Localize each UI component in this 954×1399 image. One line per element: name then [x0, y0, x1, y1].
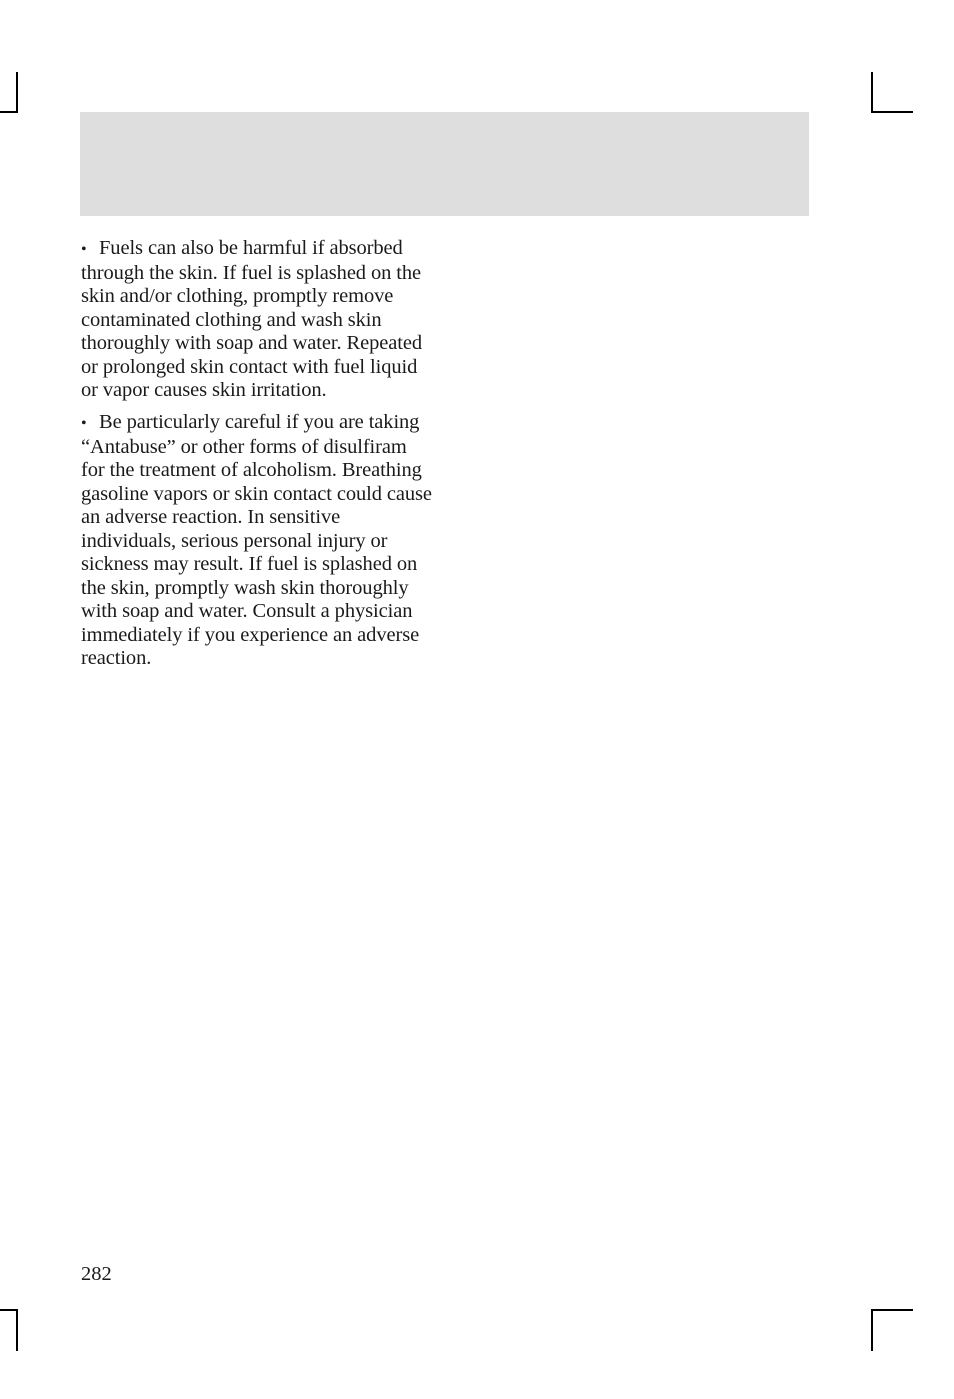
crop-mark-bottom-right-horizontal — [871, 1309, 913, 1311]
bullet-item-antabuse-warning — [81, 411, 433, 671]
bullet-item-skin-absorption — [81, 237, 433, 403]
crop-mark-bottom-left-vertical — [16, 1309, 18, 1351]
crop-mark-top-right-vertical — [871, 72, 873, 113]
bullet-mark: • — [81, 415, 87, 432]
page-number: 282 — [81, 1263, 112, 1285]
bullet-text: Fuels can also be harmful if absorbed through the skin. If fuel is splashed on the skin and/or clothing, promptly remove contaminated clothing and wash skin thoroughly with soap and water. Repeated or prolonged skin contact with fuel liquid or vapor causes skin irritation. — [81, 237, 422, 401]
crop-mark-top-left-vertical — [16, 72, 18, 113]
crop-mark-top-right-horizontal — [871, 111, 913, 113]
crop-mark-bottom-right-vertical — [871, 1309, 873, 1351]
header-bar — [80, 112, 809, 216]
bullet-mark: • — [81, 241, 87, 258]
bullet-text: Be particularly careful if you are taking “Antabuse” or other forms of disulfiram for the treatment of alcoholism. Breathing gasoline vapors or skin contact could cause an adverse reaction. In sensitive individuals, serious personal injury or sickness may result. If fuel is splashed on the skin, promptly wash skin thoroughly with soap and water. Consult a physician immediately if you experience an adverse reaction. — [81, 411, 432, 669]
text-column — [81, 237, 433, 679]
crop-mark-top-left-horizontal — [0, 111, 18, 113]
